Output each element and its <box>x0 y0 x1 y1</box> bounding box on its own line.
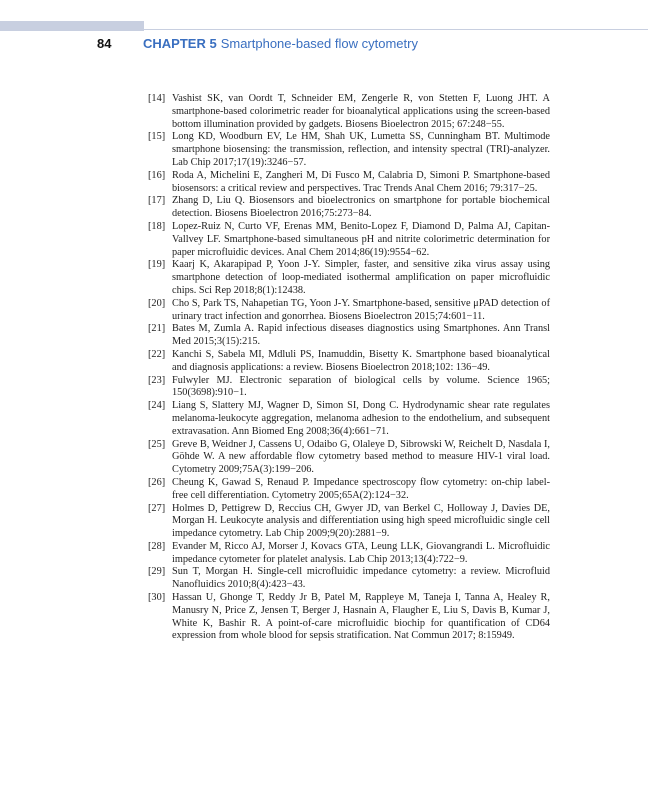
reference-item <box>148 259 550 297</box>
reference-item <box>148 566 550 592</box>
reference-text: Evander M, Ricco AJ, Morser J, Kovacs GTA, Leung LLK, Giovangrandi L. Microfluidic impedance cytometer for platelet analysis. Lab Chip 2013;13(4):722−9. <box>172 540 550 565</box>
page-number: 84 <box>97 36 112 51</box>
reference-text: Roda A, Michelini E, Zangheri M, Di Fusco M, Calabria D, Simoni P. Smartphone-based biosensors: a critical review and perspectives. Trac Trends Anal Chem 2016; 79:317−25. <box>172 169 550 194</box>
reference-number: [29] <box>148 566 166 578</box>
reference-text: Liang S, Slattery MJ, Wagner D, Simon SI, Dong C. Hydrodynamic shear rate regulates melanoma-leukocyte aggregation, melanoma adhesion to the endothelium, and subsequent extravasation. Ann Biomed Eng 2008;36(4):661−71. <box>172 400 550 437</box>
reference-number: [20] <box>148 297 166 309</box>
reference-text: Sun T, Morgan H. Single-cell microfluidic impedance cytometry: a review. Microfluid Nanofluidics 2010;8(4):423−43. <box>172 566 550 591</box>
reference-item <box>148 477 550 503</box>
reference-item <box>148 221 550 259</box>
reference-list <box>148 93 550 643</box>
reference-text: Cheung K, Gawad S, Renaud P. Impedance spectroscopy flow cytometry: on-chip label-free cell differentiation. Cytometry 2005;65A(2):124−32. <box>172 476 550 501</box>
reference-item <box>148 195 550 221</box>
reference-item <box>148 375 550 401</box>
reference-text: Lopez-Ruiz N, Curto VF, Erenas MM, Benito-Lopez F, Diamond D, Palma AJ, Capitan-Vallvey LF. Smartphone-based simultaneous pH and nitrite colorimetric determination for paper microfluidic devices. Anal Chem 2014;86(19):9554−62. <box>172 220 550 258</box>
reference-item <box>148 349 550 375</box>
reference-item <box>148 93 550 131</box>
reference-number: [14] <box>148 93 166 104</box>
header-rule <box>144 29 648 30</box>
reference-text: Long KD, Woodburn EV, Le HM, Shah UK, Lumetta SS, Cunningham BT. Multimode smartphone biosensing: the transmission, reflection, and intensity spectral (TRI)-analyzer. Lab Chip 2017;17(19):3246−57. <box>172 131 550 168</box>
reference-item <box>148 298 550 324</box>
reference-item <box>148 400 550 438</box>
reference-number: [23] <box>148 374 166 386</box>
reference-item <box>148 439 550 477</box>
reference-number: [22] <box>148 348 166 360</box>
reference-number: [18] <box>148 220 166 232</box>
chapter-label: CHAPTER 5 <box>143 36 217 51</box>
reference-item <box>148 323 550 349</box>
reference-text: Greve B, Weidner J, Cassens U, Odaibo G, Olaleye D, Sibrowski W, Reichelt D, Nasdala I, Göhde W. A new affordable flow cytometry based method to measure HIV-1 viral load. Cytometry 2009;75A(3):199−206. <box>172 438 550 476</box>
reference-number: [24] <box>148 400 166 412</box>
reference-number: [30] <box>148 592 166 604</box>
reference-text: Cho S, Park TS, Nahapetian TG, Yoon J-Y. Smartphone-based, sensitive μPAD detection of urinary tract infection and gonorrhea. Biosens Bioelectron 2015;74:601−11. <box>172 297 550 322</box>
running-head <box>97 35 418 55</box>
reference-number: [16] <box>148 169 166 181</box>
chapter-title: Smartphone-based flow cytometry <box>220 36 418 51</box>
reference-number: [17] <box>148 195 166 207</box>
reference-item <box>148 503 550 541</box>
reference-text: Zhang D, Liu Q. Biosensors and bioelectronics on smartphone for portable biochemical detection. Biosens Bioelectron 2016;75:273−84. <box>172 195 550 220</box>
reference-item <box>148 131 550 169</box>
reference-text: Fulwyler MJ. Electronic separation of biological cells by volume. Science 1965; 150(3698):910−1. <box>172 374 550 399</box>
reference-number: [26] <box>148 476 166 488</box>
reference-number: [21] <box>148 323 166 335</box>
reference-item <box>148 592 550 643</box>
reference-number: [19] <box>148 259 166 271</box>
reference-number: [27] <box>148 502 166 514</box>
reference-item <box>148 541 550 567</box>
reference-text: Hassan U, Ghonge T, Reddy Jr B, Patel M, Rappleye M, Taneja I, Tanna A, Healey R, Manusry N, Price Z, Jensen T, Berger J, Hasnain A, Flaugher E, Liu S, Davis B, Kumar J, White K, Bashir R. A point-of-care microfluidic biochip for quantification of CD64 expression from whole blood for sepsis stratification. Nat Commun 2017; 8:15949. <box>172 592 550 642</box>
reference-text: Vashist SK, van Oordt T, Schneider EM, Zengerle R, von Stetten F, Luong JHT. A smartphone-based colorimetric reader for bioanalytical applications using the screen-based bottom illumination provided by gadgets. Biosens Bioelectron 2015; 67:248−55. <box>172 93 550 130</box>
reference-number: [15] <box>148 131 166 143</box>
reference-item <box>148 170 550 196</box>
reference-number: [25] <box>148 438 166 450</box>
reference-text: Bates M, Zumla A. Rapid infectious diseases diagnostics using Smartphones. Ann Transl Med 2015;3(15):215. <box>172 323 550 348</box>
header-accent-bar <box>0 21 144 31</box>
reference-text: Holmes D, Pettigrew D, Reccius CH, Gwyer JD, van Berkel C, Holloway J, Davies DE, Morgan H. Leukocyte analysis and differentiation using high speed microfluidic single cell impedance cytometry. Lab Chip 2009;9(20):2881−9. <box>172 502 550 540</box>
reference-text: Kanchi S, Sabela MI, Mdluli PS, Inamuddin, Bisetty K. Smartphone based bioanalytical and diagnosis applications: a review. Biosens Bioelectron 2018;102: 136−49. <box>172 348 550 373</box>
reference-text: Kaarj K, Akarapipad P, Yoon J-Y. Simpler, faster, and sensitive zika virus assay using smartphone detection of loop-mediated isothermal amplification on paper microfluidic chips. Sci Rep 2018;8(1):12438. <box>172 259 550 296</box>
reference-number: [28] <box>148 540 166 552</box>
